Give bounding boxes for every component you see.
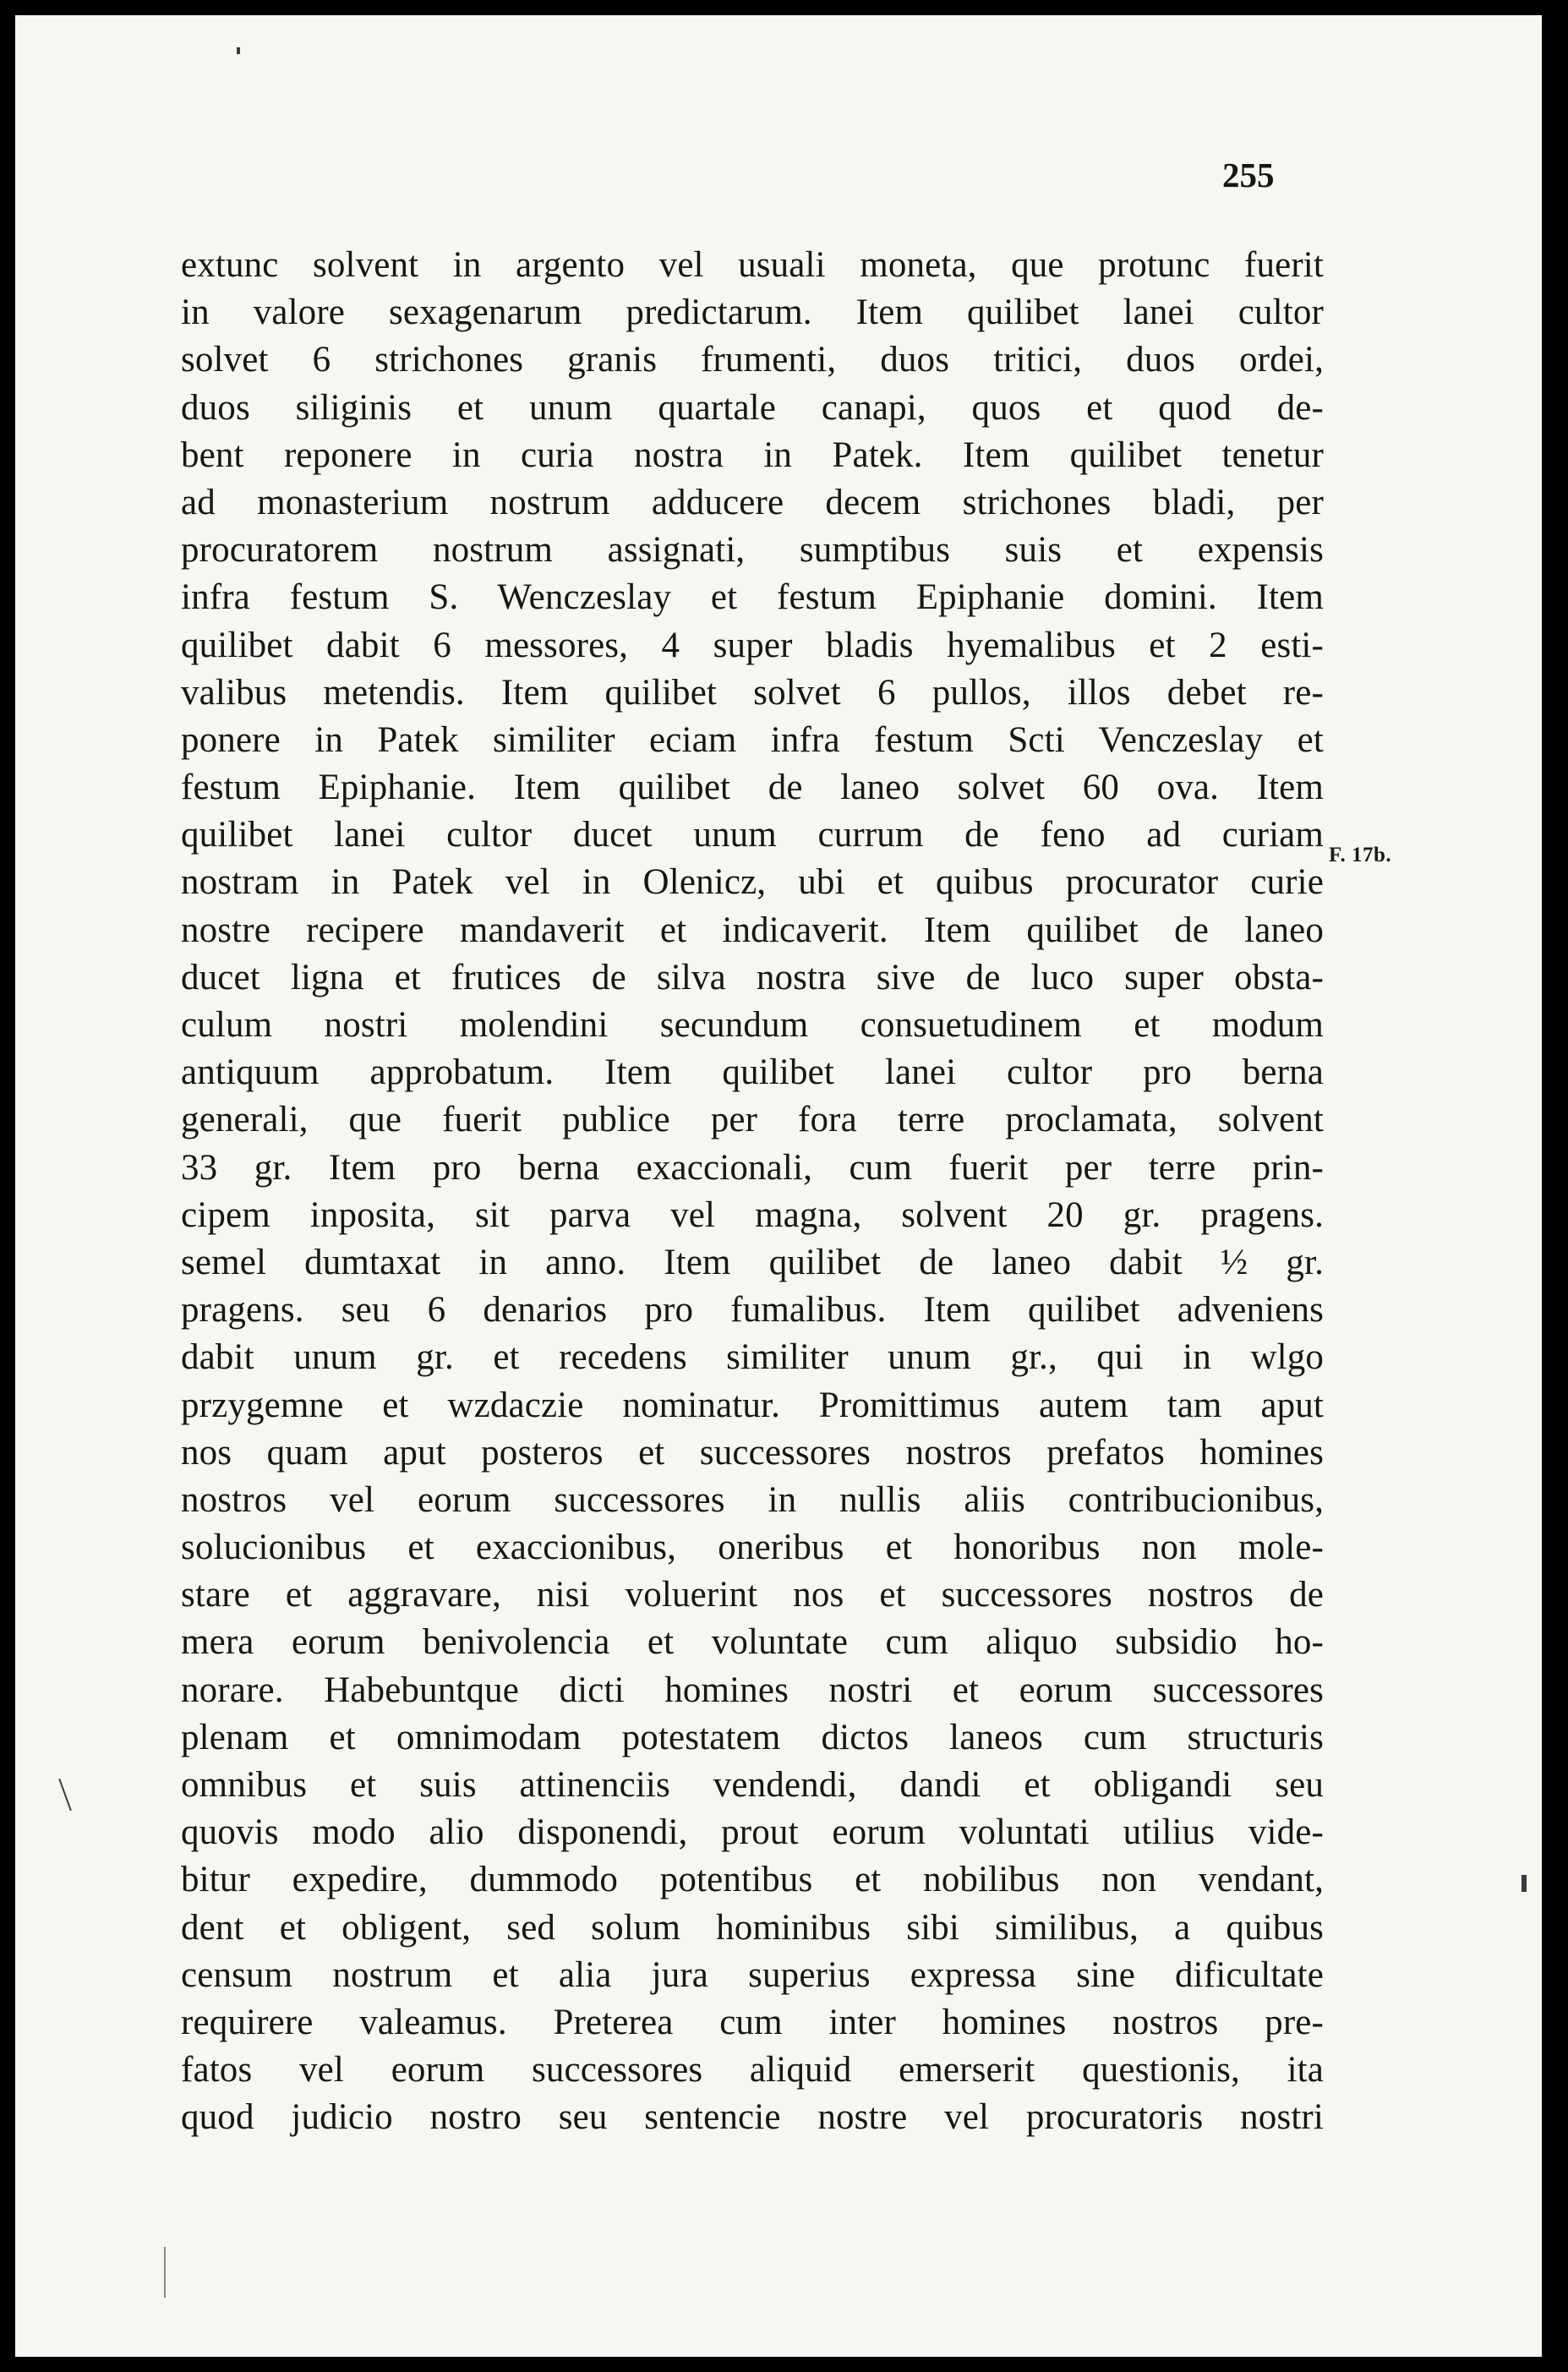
text-line: infra festum S. Wenczeslay et festum Epiphanie domini. Item: [181, 577, 1324, 618]
margin-folio-note: F. 17b.: [1329, 844, 1392, 866]
text-line: quod judicio nostro seu sentencie nostre vel procuratoris nostri: [181, 2097, 1324, 2138]
text-line: mera eorum benivolencia et voluntate cum aliquo subsidio ho-: [181, 1622, 1324, 1663]
text-line: requirere valeamus. Preterea cum inter homines nostros pre-: [181, 2002, 1324, 2042]
text-line: nostram in Patek vel in Olenicz, ubi et quibus procurator curie: [181, 862, 1324, 903]
text-line: nostros vel eorum successores in nullis aliis contribucionibus,: [181, 1479, 1324, 1520]
text-line: nos quam aput posteros et successores nostros prefatos homines: [181, 1432, 1324, 1473]
text-line: omnibus et suis attinenciis vendendi, dandi et obligandi seu: [181, 1765, 1324, 1805]
text-line: dabit unum gr. et recedens similiter unum gr., qui in wlgo: [181, 1337, 1324, 1378]
text-line: duos siliginis et unum quartale canapi, quos et quod de-: [181, 387, 1324, 428]
text-line: ponere in Patek similiter eciam infra festum Scti Venczeslay et: [181, 719, 1324, 760]
text-line: plenam et omnimodam potestatem dictos laneos cum structuris: [181, 1717, 1324, 1757]
scan-artifact: [58, 1779, 72, 1811]
scan-artifact: [1522, 1875, 1527, 1892]
text-line: generali, que fuerit publice per fora terre proclamata, solvent: [181, 1100, 1324, 1140]
text-line: bitur expedire, dummodo potentibus et nobilibus non vendant,: [181, 1860, 1324, 1900]
text-line: quovis modo alio disponendi, prout eorum voluntati utilius vide-: [181, 1812, 1324, 1853]
text-line: pragens. seu 6 denarios pro fumalibus. Item quilibet adveniens: [181, 1290, 1324, 1331]
text-line: ad monasterium nostrum adducere decem strichones bladi, per: [181, 482, 1324, 522]
text-line: antiquum approbatum. Item quilibet lanei cultor pro berna: [181, 1052, 1324, 1093]
text-line: solvet 6 strichones granis frumenti, duos tritici, duos ordei,: [181, 340, 1324, 380]
text-line: 33 gr. Item pro berna exaccionali, cum fuerit per terre prin-: [181, 1147, 1324, 1188]
scan-artifact: [237, 47, 240, 54]
text-line: norare. Habebuntque dicti homines nostri et eorum successores: [181, 1670, 1324, 1710]
page-number: 255: [1222, 156, 1275, 194]
text-line: valibus metendis. Item quilibet solvet 6 pullos, illos debet re-: [181, 672, 1324, 713]
scan-artifact: [164, 2247, 166, 2298]
text-line: in valore sexagenarum predictarum. Item quilibet lanei cultor: [181, 292, 1324, 333]
text-line: cipem inposita, sit parva vel magna, solvent 20 gr. pragens.: [181, 1194, 1324, 1235]
text-line: censum nostrum et alia jura superius expressa sine dificultate: [181, 1954, 1324, 1995]
text-line: quilibet lanei cultor ducet unum currum de feno ad curiam: [181, 815, 1324, 855]
text-line: fatos vel eorum successores aliquid emerserit questionis, ita: [181, 2050, 1324, 2091]
text-line: stare et aggravare, nisi voluerint nos et successores nostros de: [181, 1575, 1324, 1615]
text-line: przygemne et wzdaczie nominatur. Promittimus autem tam aput: [181, 1385, 1324, 1425]
body-text: [181, 242, 1324, 2142]
text-line: procuratorem nostrum assignati, sumptibus suis et expensis: [181, 530, 1324, 571]
text-line: dent et obligent, sed solum hominibus sibi similibus, a quibus: [181, 1907, 1324, 1948]
text-line: quilibet dabit 6 messores, 4 super bladis hyemalibus et 2 esti-: [181, 625, 1324, 665]
text-line: culum nostri molendini secundum consuetudinem et modum: [181, 1005, 1324, 1045]
text-line: semel dumtaxat in anno. Item quilibet de laneo dabit ½ gr.: [181, 1242, 1324, 1282]
text-line: nostre recipere mandaverit et indicaverit. Item quilibet de laneo: [181, 910, 1324, 950]
text-line: bent reponere in curia nostra in Patek. Item quilibet tenetur: [181, 435, 1324, 475]
text-line: ducet ligna et frutices de silva nostra sive de luco super obsta-: [181, 957, 1324, 997]
document-page: [15, 15, 1542, 2357]
text-line: festum Epiphanie. Item quilibet de laneo solvet 60 ova. Item: [181, 768, 1324, 808]
text-line: solucionibus et exaccionibus, oneribus et honoribus non mole-: [181, 1528, 1324, 1568]
text-line: extunc solvent in argento vel usuali moneta, que protunc fuerit: [181, 245, 1324, 285]
